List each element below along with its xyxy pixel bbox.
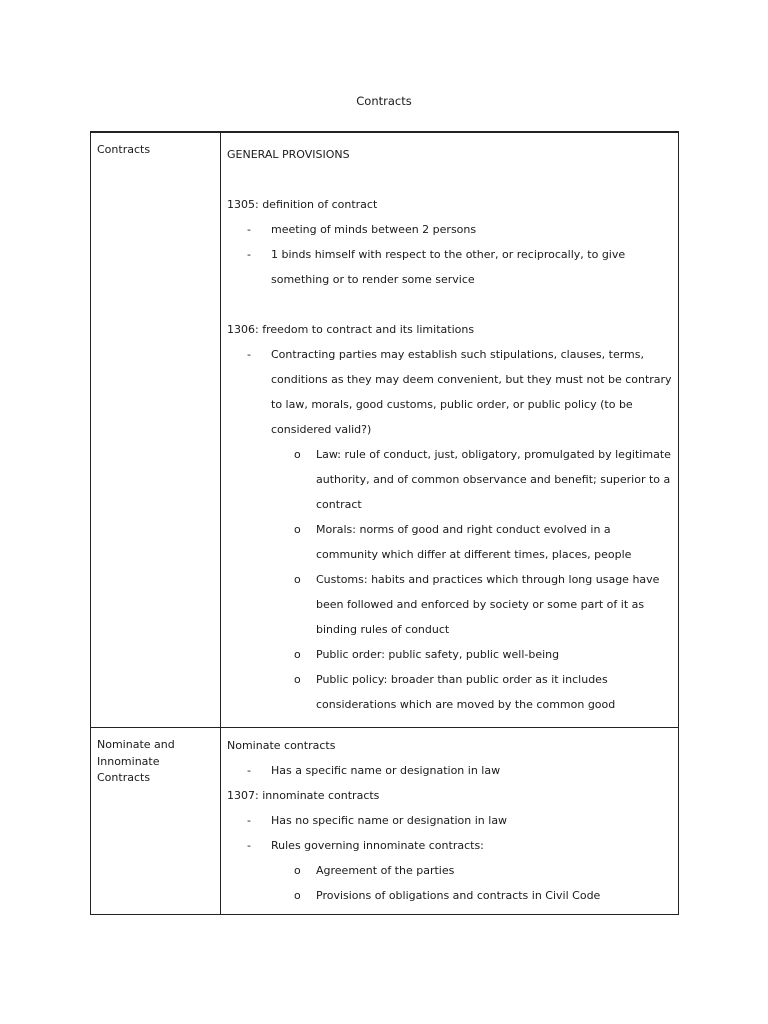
page-title: Contracts xyxy=(356,94,412,108)
dash-marker: - xyxy=(247,248,251,261)
list-item xyxy=(227,808,672,833)
sub-list-item-text: Customs: habits and practices which through long usage have been followed and enforced by society or some part of it as binding rules of conduct xyxy=(316,573,660,636)
bullet-marker: o xyxy=(294,648,301,661)
list-item-text: meeting of minds between 2 persons xyxy=(271,223,477,236)
sub-list-item-text: Provisions of obligations and contracts in Civil Code xyxy=(316,889,601,902)
dash-marker: - xyxy=(247,764,251,777)
dash-marker: - xyxy=(247,814,251,827)
sub-list-item xyxy=(227,642,672,667)
list-item-text: Contracting parties may establish such stipulations, clauses, terms, conditions as they may deem convenient, but they must not be contrary to law, morals, good customs, public order, or public policy (to be considered valid?) xyxy=(271,348,672,436)
row-content-cell xyxy=(221,728,679,915)
sub-list-item-text: Public policy: broader than public order as it includes considerations which are moved by the common good xyxy=(316,673,616,711)
bullet-marker: o xyxy=(294,673,301,686)
list-item-text: 1 binds himself with respect to the other, or reciprocally, to give something or to render some service xyxy=(271,248,626,286)
row-label: Contracts xyxy=(97,143,151,156)
row-label-cell xyxy=(91,132,221,728)
sub-list-item xyxy=(227,858,672,883)
article-title: 1307: innominate contracts xyxy=(227,789,380,802)
sub-list-item xyxy=(227,567,672,642)
bullet-marker: o xyxy=(294,889,301,902)
bullet-marker: o xyxy=(294,523,301,536)
list-item-text: Has a specific name or designation in law xyxy=(271,764,501,777)
sub-list-item xyxy=(227,442,672,517)
dash-marker: - xyxy=(247,839,251,852)
row-content-cell xyxy=(221,132,679,728)
article-title: 1306: freedom to contract and its limitations xyxy=(227,323,475,336)
list-item xyxy=(227,758,672,783)
list-item xyxy=(227,342,672,442)
row-label: Nominate and Innominate Contracts xyxy=(97,738,175,784)
list-item xyxy=(227,217,672,242)
list-item xyxy=(227,242,672,292)
list-item xyxy=(227,833,672,858)
sub-list-item-text: Law: rule of conduct, just, obligatory, promulgated by legitimate authority, and of common observance and benefit; superior to a contract xyxy=(316,448,671,511)
section-heading: GENERAL PROVISIONS xyxy=(227,148,350,161)
article-title: 1305: definition of contract xyxy=(227,198,378,211)
dash-marker: - xyxy=(247,348,251,361)
bullet-marker: o xyxy=(294,573,301,586)
bullet-marker: o xyxy=(294,448,301,461)
list-item-text: Rules governing innominate contracts: xyxy=(271,839,484,852)
sub-list-item xyxy=(227,667,672,717)
section-heading: Nominate contracts xyxy=(227,739,336,752)
sub-list-item-text: Public order: public safety, public well-being xyxy=(316,648,560,661)
sub-list-item xyxy=(227,883,672,908)
sub-list-item-text: Morals: norms of good and right conduct evolved in a community which differ at different times, places, people xyxy=(316,523,632,561)
notes-table xyxy=(90,131,679,915)
sub-list-item-text: Agreement of the parties xyxy=(316,864,455,877)
table-row xyxy=(91,728,679,915)
bullet-marker: o xyxy=(294,864,301,877)
row-label-cell xyxy=(91,728,221,915)
list-item-text: Has no specific name or designation in law xyxy=(271,814,508,827)
table-row xyxy=(91,132,679,728)
dash-marker: - xyxy=(247,223,251,236)
sub-list-item xyxy=(227,517,672,567)
